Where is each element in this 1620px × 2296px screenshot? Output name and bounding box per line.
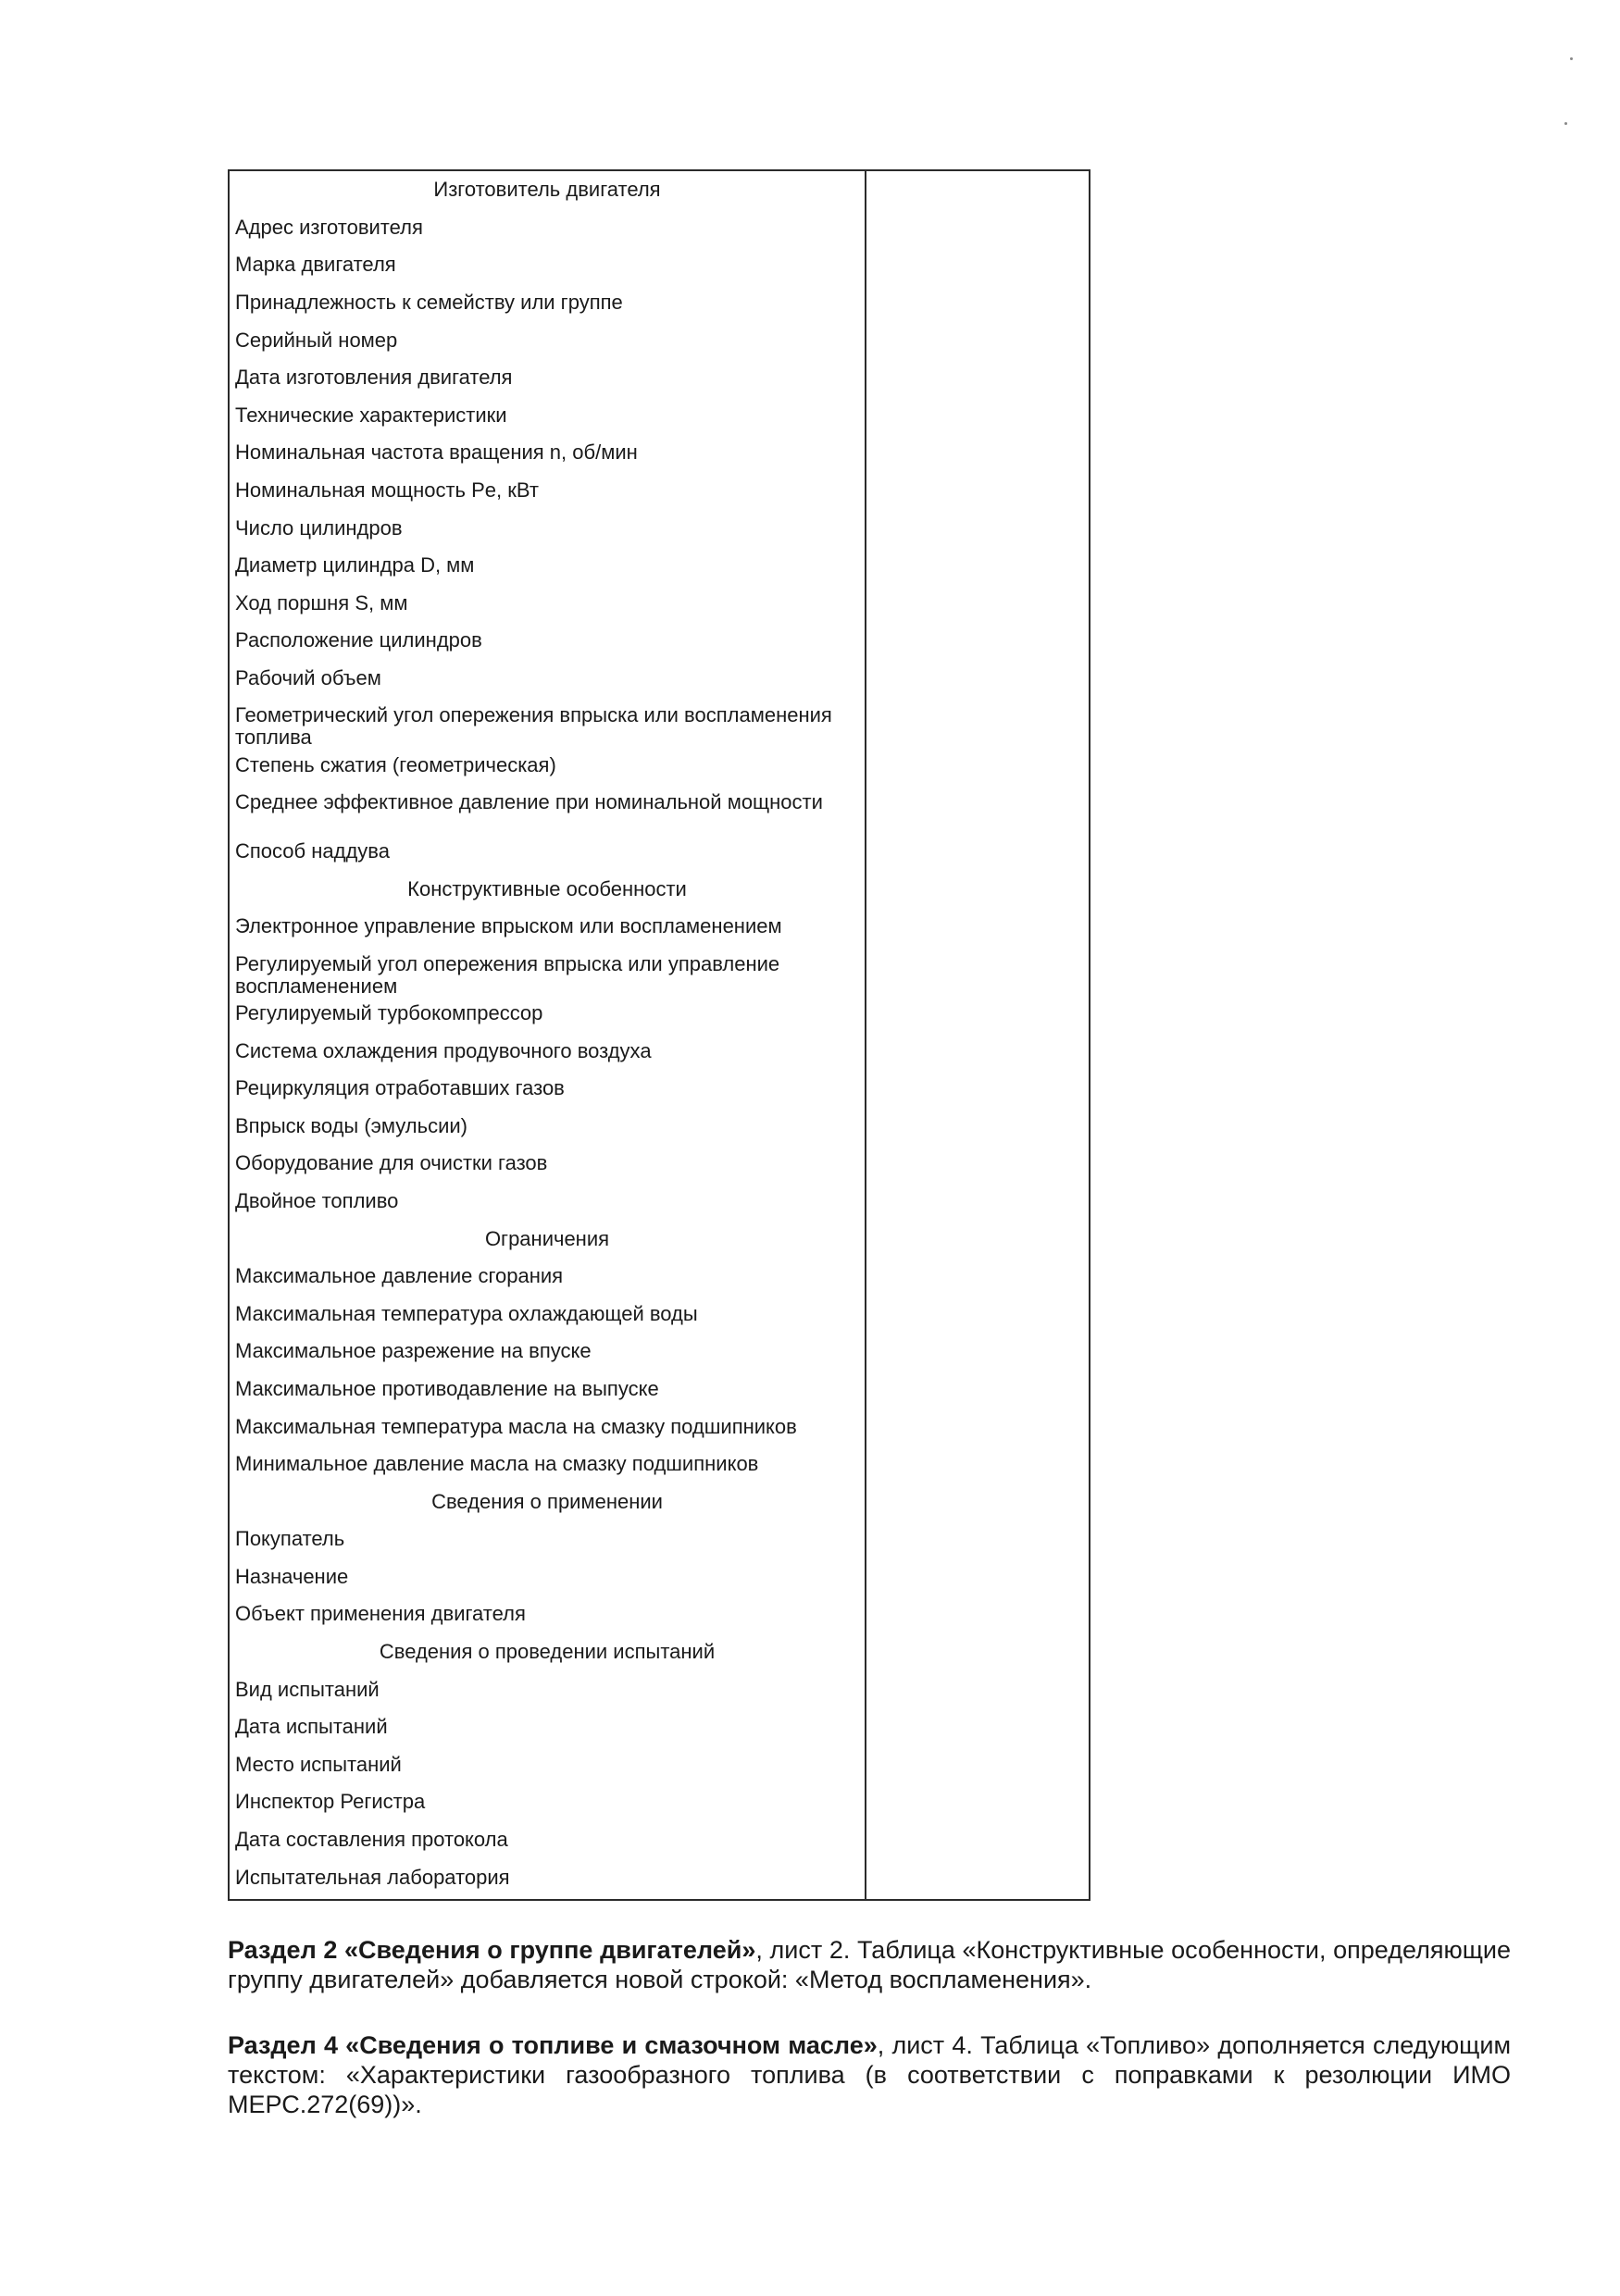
table-row-label: Рабочий объем	[235, 666, 381, 690]
table-row-label: Место испытаний	[235, 1752, 402, 1776]
section-2-heading: Раздел 2 «Сведения о группе двигателей»	[228, 1936, 756, 1964]
table-row-label: Дата испытаний	[235, 1715, 388, 1739]
table-section-header: Сведения о применении	[431, 1489, 663, 1513]
table-row-label: Вид испытаний	[235, 1677, 380, 1701]
engine-data-table	[228, 169, 1090, 1901]
table-row-label: Номинальная мощность Pe, кВт	[235, 478, 539, 503]
section-4-heading: Раздел 4 «Сведения о топливе и смазочном масле»	[228, 2031, 878, 2059]
table-row-label: Число цилиндров	[235, 515, 403, 540]
table-row-label: Степень сжатия (геометрическая)	[235, 752, 556, 776]
table-row-label: Испытательная лаборатория	[235, 1865, 510, 1889]
table-column-divider	[865, 171, 866, 1899]
table-section-header: Сведения о проведении испытаний	[379, 1640, 716, 1664]
table-row-label: Оборудование для очистки газов	[235, 1151, 548, 1175]
table-rows	[230, 171, 865, 1896]
table-row-label: Максимальное разрежение на впуске	[235, 1339, 592, 1363]
table-row-label: Расположение цилиндров	[235, 628, 482, 652]
section-2-paragraph	[228, 1935, 1511, 1994]
table-row-label: Назначение	[235, 1564, 349, 1588]
table-row-label: Электронное управление впрыском или воспламенением	[235, 914, 782, 938]
table-section-header: Конструктивные особенности	[407, 876, 687, 900]
table-row-label: Регулируемый турбокомпрессор	[235, 1000, 543, 1024]
table-row-label: Диаметр цилиндра D, мм	[235, 553, 475, 577]
table-row-label: Адрес изготовителя	[235, 215, 423, 239]
table-row-label: Инспектор Регистра	[235, 1790, 426, 1814]
table-row-label: Покупатель	[235, 1527, 345, 1551]
table-row-label: Дата изготовления двигателя	[235, 366, 513, 390]
table-row-label: Система охлаждения продувочного воздуха	[235, 1038, 652, 1062]
table-row-label: Способ наддува	[235, 839, 390, 863]
table-section-header: Ограничения	[484, 1226, 610, 1250]
scan-speck	[1564, 122, 1567, 125]
table-row-label: Максимальная температура охлаждающей воды	[235, 1301, 698, 1325]
table-row-label: Максимальное давление сгорания	[235, 1264, 564, 1288]
table-row-label: Дата составления протокола	[235, 1828, 508, 1852]
table-row-label: Принадлежность к семейству или группе	[235, 291, 623, 315]
table-row-label: Среднее эффективное давление при номинальной мощности	[235, 789, 823, 813]
scan-speck	[1570, 57, 1573, 60]
table-row-label: Номинальная частота вращения n, об/мин	[235, 441, 638, 465]
table-section-header: Изготовитель двигателя	[433, 178, 661, 202]
table-row-label: Регулируемый угол опережения впрыска или управление воспламенением	[235, 951, 780, 998]
table-row-label: Минимальное давление масла на смазку подшипников	[235, 1452, 759, 1476]
table-row-label: Ход поршня S, мм	[235, 590, 408, 614]
table-row-label: Марка двигателя	[235, 253, 396, 277]
table-row-label: Геометрический угол опережения впрыска или воспламенения топлива	[235, 703, 832, 750]
table-row-label: Впрыск воды (эмульсии)	[235, 1113, 467, 1137]
section-4-paragraph	[228, 2030, 1511, 2119]
table-row-label: Максимальная температура масла на смазку подшипников	[235, 1414, 797, 1438]
table-row-label: Технические характеристики	[235, 403, 507, 427]
table-row-label: Объект применения двигателя	[235, 1602, 526, 1626]
table-row-label: Двойное топливо	[235, 1188, 399, 1212]
table-row-label: Рециркуляция отработавших газов	[235, 1076, 565, 1100]
section-2-text: , лист 2. Таблица «Конструктивные особенности, определяющие группу двигателей» добавляется новой строкой: «Метод воспламенения».	[228, 1936, 1512, 1993]
section-4-text: , лист 4. Таблица «Топливо» дополняется следующим текстом: «Характеристики газообразного топлива (в соответствии с поправками к резолюции ИМО МЕРС.272(69))».	[228, 2031, 1512, 2118]
table-row-label: Серийный номер	[235, 328, 398, 352]
table-row-label: Максимальное противодавление на выпуске	[235, 1376, 659, 1400]
